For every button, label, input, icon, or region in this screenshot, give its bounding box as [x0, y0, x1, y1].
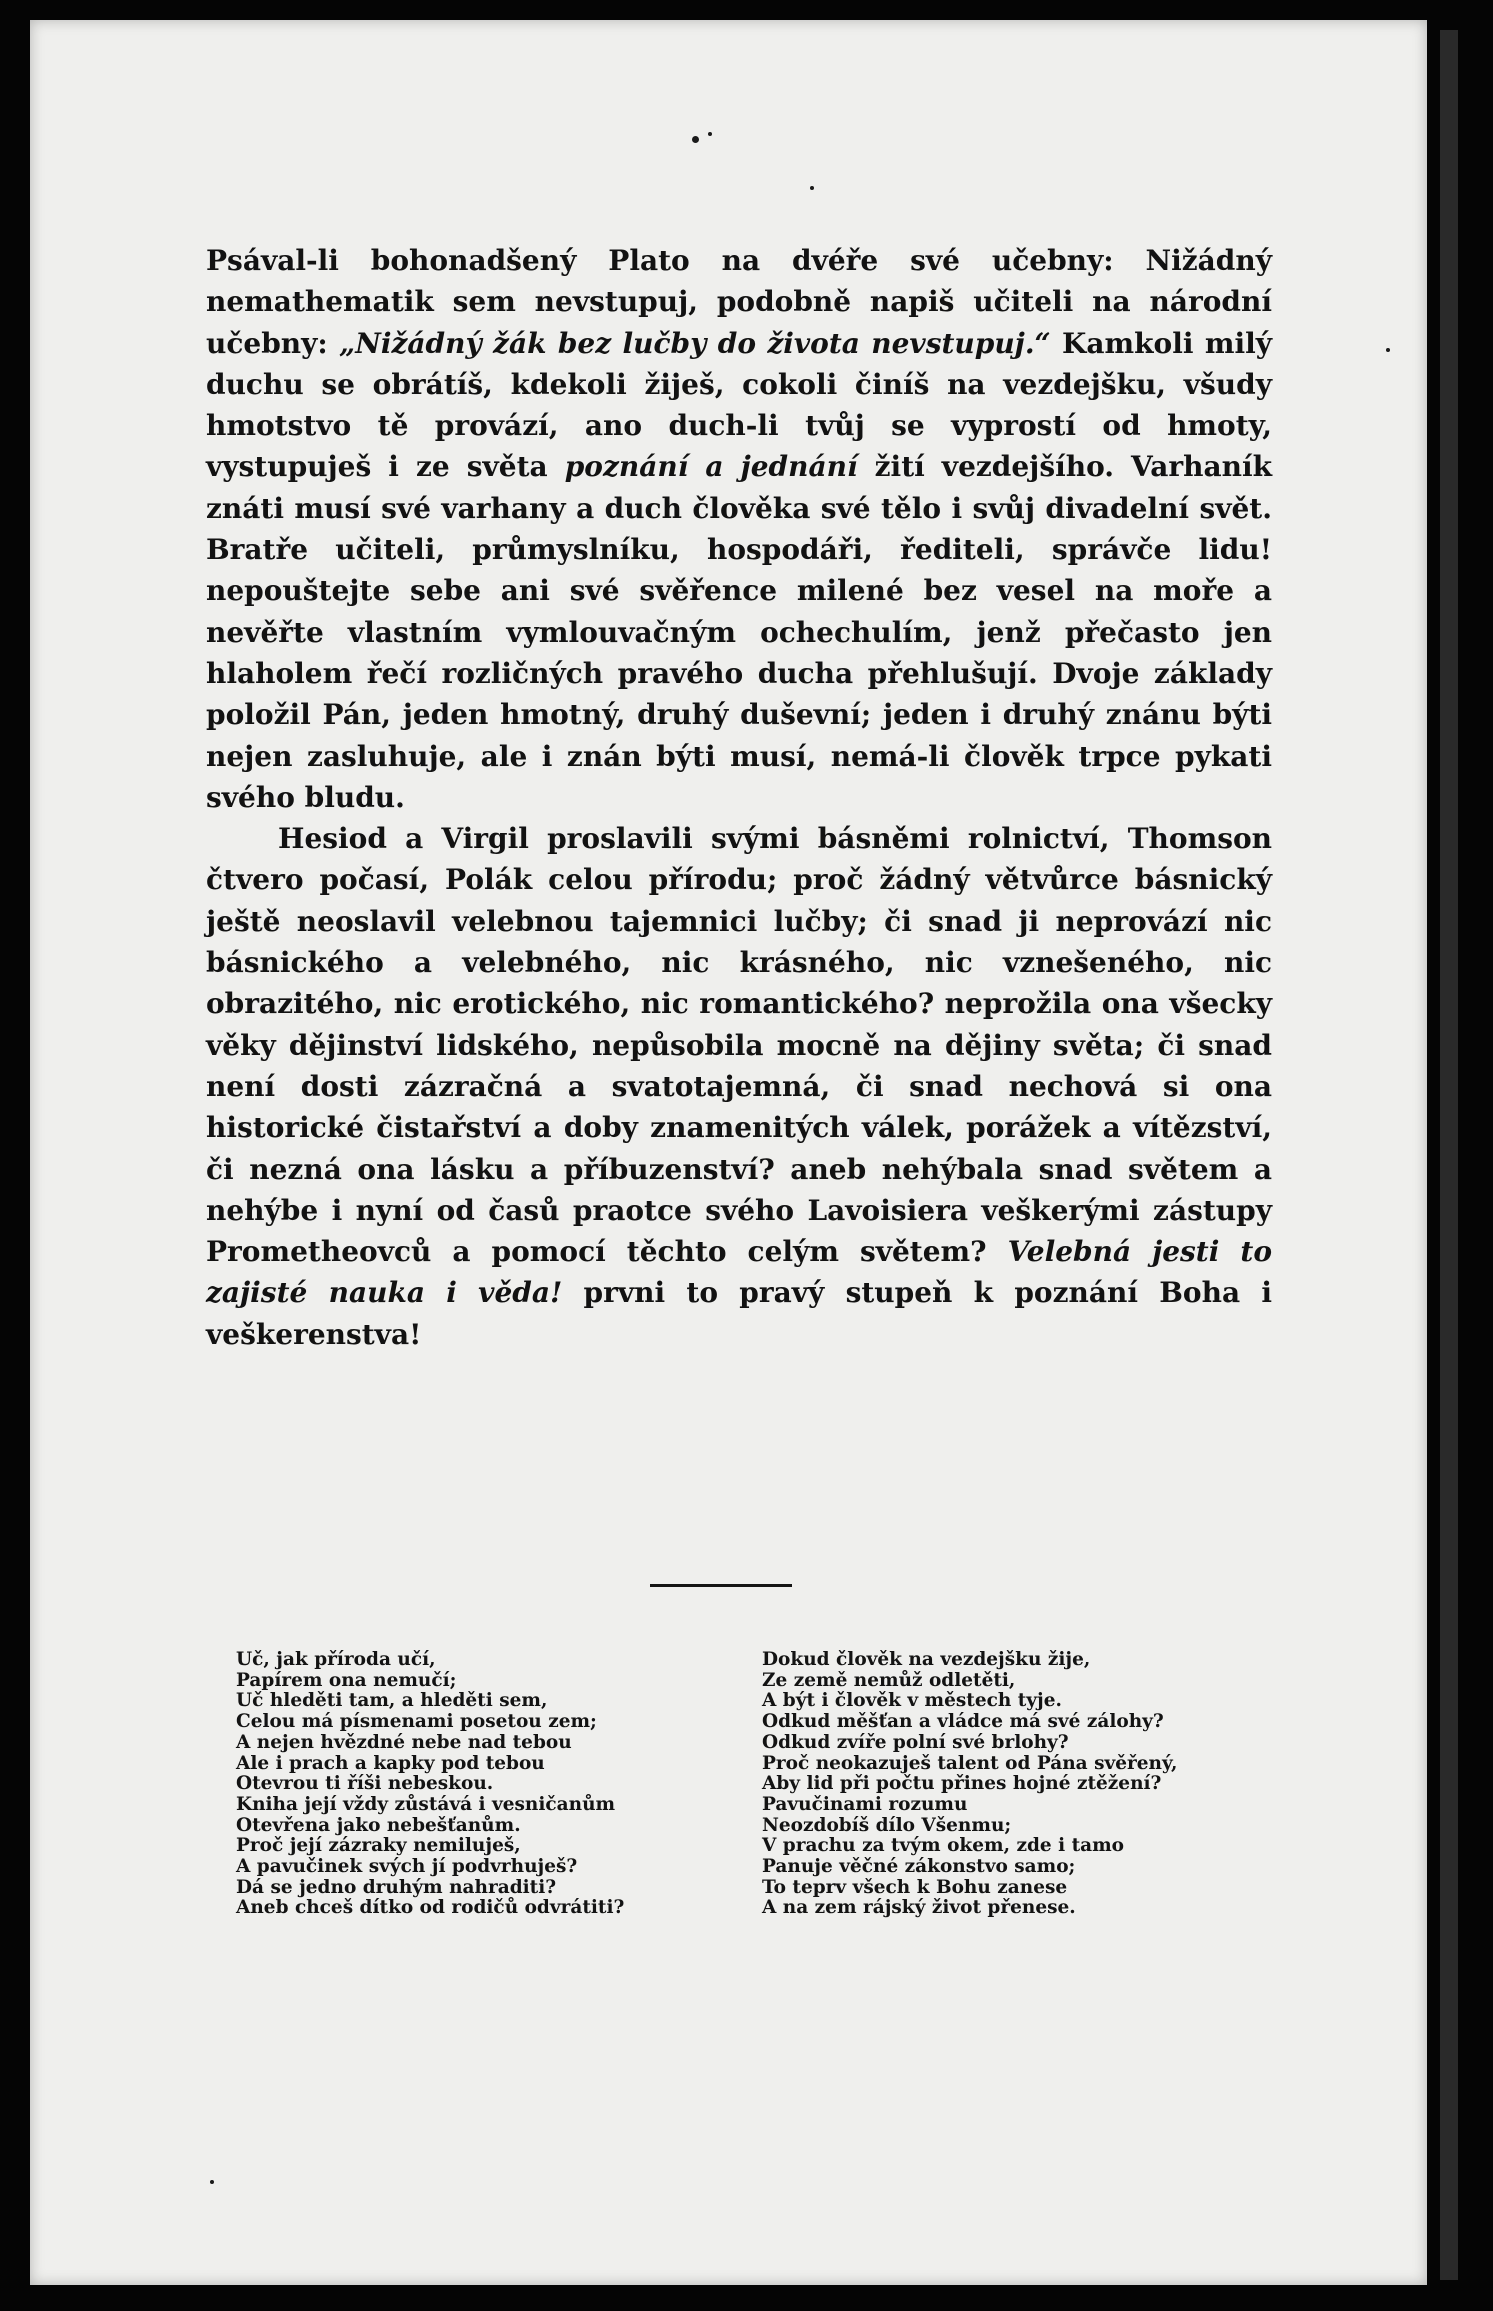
- text-run: žití vezdejšího. Varhaník znáti musí své varhany a duch člověka své tělo i svůj divadelní svět. Bratře učiteli, průmyslníku, hospodáři, řediteli, správče lidu! nepouštejte sebe ani své svěřence milené bez vesel na moře a nevěřte vlastním vymlouvačným ochechulím, jenž přečasto jen hlaholem řečí rozličných pravého ducha přehlušují. Dvoje základy položil Pán, jeden hmotný, druhý duševní; jeden i druhý znánu býti nejen zasluhuje, ale i znán býti musí, nemá-li člověk trpce pykati svého bludu.: [206, 450, 1272, 814]
- poem-line: Uč, jak příroda učí,: [236, 1649, 436, 1670]
- text-run: Hesiod a Virgil proslavili svými básněmi rolnictví, Thomson čtvero počasí, Polák celou přírodu; proč žádný větvůrce básnický ještě neoslavil velebnou tajemnici lučby; či snad ji neprovází nic básnického a velebného, nic krásného, nic vznešeného, nic obrazitého, nic erotického, nic romantického? neprožila ona všecky věky dějinství lidského, nepůsobila mocně na dějiny světa; či snad není dosti zázračná a svatotajemná, či snad nechová si ona historické čistařství a doby znamenitých válek, porážek a vítězství, či nezná ona lásku a příbuzenství? aneb nehýbala snad světem a nehýbe i nyní od časů praotce svého Lavoisiera veškerými zástupy Prometheovců a pomocí těchto celým světem?: [206, 822, 1272, 1269]
- main-body-text: [206, 240, 1272, 1355]
- poem-line: To teprv všech k Bohu zanese: [762, 1876, 1068, 1898]
- italic-run: poznání a jednání: [564, 450, 858, 484]
- poem-line: Proč její zázraky nemiluješ,: [236, 1835, 521, 1857]
- poem-line: Ze země nemůž odletěti,: [762, 1669, 1016, 1691]
- poem-line: Dokud člověk na vezdejšku žije,: [762, 1649, 1091, 1670]
- poem-line: Uč hleděti tam, a hleděti sem,: [236, 1690, 548, 1712]
- poem-line: A nejen hvězdné nebe nad tebou: [236, 1731, 572, 1753]
- italic-run: Velebná jesti to zajisté nauka i věda!: [206, 1235, 1272, 1310]
- poem-line: Aby lid při počtu přines hojné ztěžení?: [762, 1773, 1162, 1795]
- adjacent-page-edge: [1440, 30, 1458, 2280]
- poem-line: A pavučinek svých jí podvrhuješ?: [236, 1856, 578, 1878]
- poem-line: Neozdobíš dílo Všenmu;: [762, 1814, 1012, 1836]
- poem-line: Pavučinami rozumu: [762, 1793, 968, 1815]
- ink-speck: [810, 186, 814, 190]
- text-run: Psával-li bohonadšený Plato na dvéře své učebny: Nižádný nemathematik sem nevstupuj, podobně napiš učiteli na národní učebny:: [206, 244, 1272, 360]
- text-run: Kamkoli milý duchu se obrátíš, kdekoli žiješ, cokoli činíš na vezdejšku, všudy hmotstvo tě provází, ano duch-li tvůj se vyprostí od hmoty, vystupuješ i ze světa: [206, 326, 1272, 484]
- poem-line: Odkud měšťan a vládce má své zálohy?: [762, 1711, 1164, 1733]
- section-divider: [650, 1584, 792, 1587]
- poem-line: Aneb chceš dítko od rodičů odvrátiti?: [236, 1897, 625, 1919]
- paragraph-2: [206, 818, 1272, 1355]
- poem-right-column: [762, 1650, 1177, 1919]
- poem-line: Panuje věčné zákonstvo samo;: [762, 1856, 1076, 1878]
- poem-line: Dá se jedno druhým nahraditi?: [236, 1876, 557, 1898]
- paragraph-1: [206, 240, 1272, 818]
- ink-speck: [1386, 348, 1390, 352]
- poem-line: Proč neokazuješ talent od Pána svěřený,: [762, 1752, 1178, 1774]
- poem-line: A být i člověk v městech tyje.: [762, 1690, 1062, 1712]
- poem-line: Odkud zvíře polní své brlohy?: [762, 1731, 1069, 1753]
- italic-run: „Nižádný žák bez lučby do života nevstupuj.“: [339, 326, 1051, 360]
- text-run: prvni to pravý stupeň k poznání Boha i veškerenstva!: [206, 1276, 1273, 1351]
- poem-line: Otevrou ti říši nebeskou.: [236, 1773, 494, 1795]
- poem-line: Kniha její vždy zůstává i vesničanům: [236, 1793, 616, 1815]
- ink-speck: [692, 136, 699, 143]
- ink-speck: [708, 132, 712, 136]
- ink-speck: [210, 2180, 214, 2184]
- poem-line: Papírem ona nemučí;: [236, 1669, 457, 1691]
- poem-line: Ale i prach a kapky pod tebou: [236, 1752, 545, 1774]
- poem-left-column: [236, 1650, 624, 1919]
- poem-line: Otevřena jako nebešťanům.: [236, 1814, 521, 1836]
- poem-line: A na zem rájský život přenese.: [762, 1897, 1076, 1919]
- poem-line: V prachu za tvým okem, zde i tamo: [762, 1835, 1125, 1857]
- poem-line: Celou má písmenami posetou zem;: [236, 1711, 597, 1733]
